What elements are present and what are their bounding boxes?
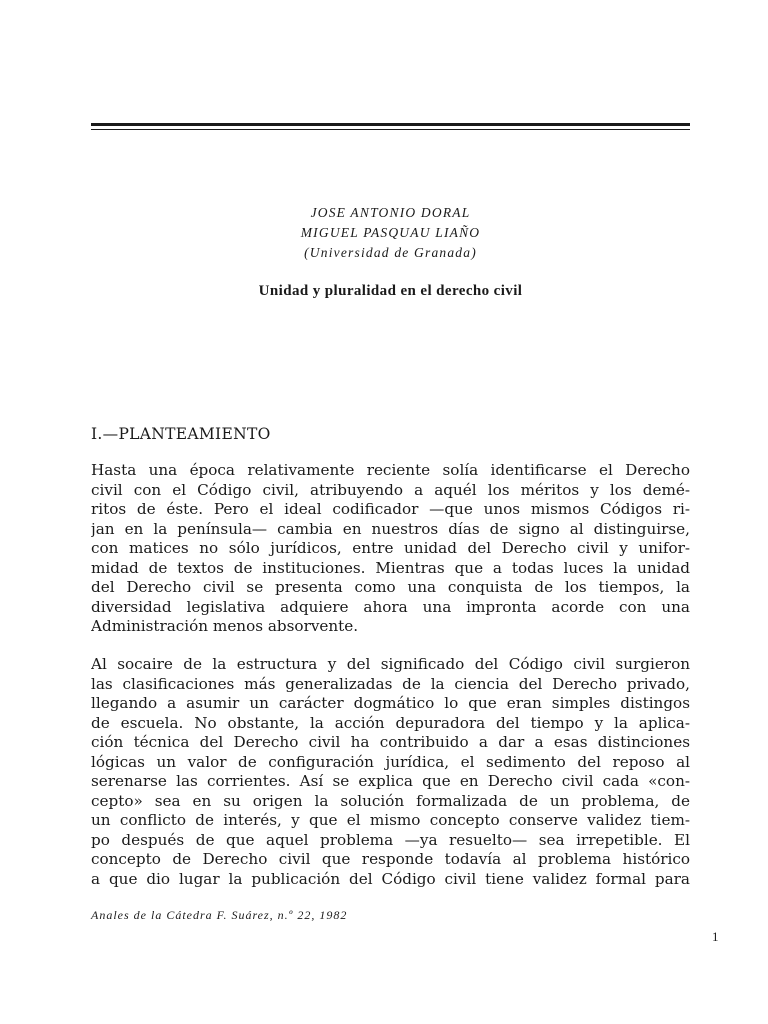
text-line: Al socaire de la estructura y del significado del Código civil surgieron (91, 655, 690, 673)
text-line: Administración menos absorvente. (91, 617, 359, 635)
section-heading: I.—PLANTEAMIENTO (91, 425, 271, 443)
body-paragraph-2 (91, 655, 690, 889)
page-number: 1 (712, 929, 719, 944)
text-line: concepto de Derecho civil que responde todavía al problema histórico (91, 850, 690, 868)
paper-title: Unidad y pluralidad en el derecho civil (258, 283, 523, 299)
text-line: civil con el Código civil, atribuyendo a aquél los méritos y los demé- (91, 480, 690, 499)
text-line: serenarse las corrientes. Así se explica que en Derecho civil cada «con- (91, 772, 690, 790)
text-line: cepto» sea en su origen la solución formalizada de un problema, de (91, 791, 690, 810)
text-line: a que dio lugar la publicación del Código civil tiene validez formal para (91, 869, 690, 888)
author-name: MIGUEL PASQUAU LIAÑO (300, 225, 481, 240)
text-line: un conflicto de interés, y que el mismo concepto conserve validez tiem- (91, 811, 690, 829)
text-line: llegando a asumir un carácter dogmático lo que eran simples distingos (91, 694, 690, 712)
author-block (91, 203, 690, 263)
body-paragraph-1 (91, 461, 690, 637)
text-line: con matices no sólo jurídicos, entre unidad del Derecho civil y unifor- (91, 539, 690, 557)
text-line: midad de textos de instituciones. Mientras que a todas luces la unidad (91, 558, 690, 577)
journal-citation: Anales de la Cátedra F. Suárez, n.º 22, 1982 (91, 908, 348, 922)
author-name: JOSE ANTONIO DORAL (310, 205, 471, 220)
text-line: Hasta una época relativamente reciente solía identificarse el Derecho (91, 461, 690, 479)
top-rule-thin (91, 129, 690, 130)
text-line: ción técnica del Derecho civil ha contribuido a dar a esas distinciones (91, 733, 690, 751)
text-line: lógicas un valor de configuración jurídica, el sedimento del reposo al (91, 752, 690, 771)
text-line: las clasificaciones más generalizadas de la ciencia del Derecho privado, (91, 674, 690, 693)
text-line: po después de que aquel problema —ya resuelto— sea irrepetible. El (91, 830, 690, 849)
text-line: jan en la península— cambia en nuestros días de signo al distinguirse, (91, 519, 690, 538)
affiliation: (Universidad de Granada) (304, 245, 477, 260)
text-line: ritos de éste. Pero el ideal codificador —que unos mismos Códigos ri- (91, 500, 690, 518)
text-line: diversidad legislativa adquiere ahora una impronta acorde con una (91, 597, 690, 616)
text-line: del Derecho civil se presenta como una conquista de los tiempos, la (91, 578, 690, 596)
text-line: de escuela. No obstante, la acción depuradora del tiempo y la aplica- (91, 713, 690, 732)
top-rule-thick (91, 123, 690, 126)
